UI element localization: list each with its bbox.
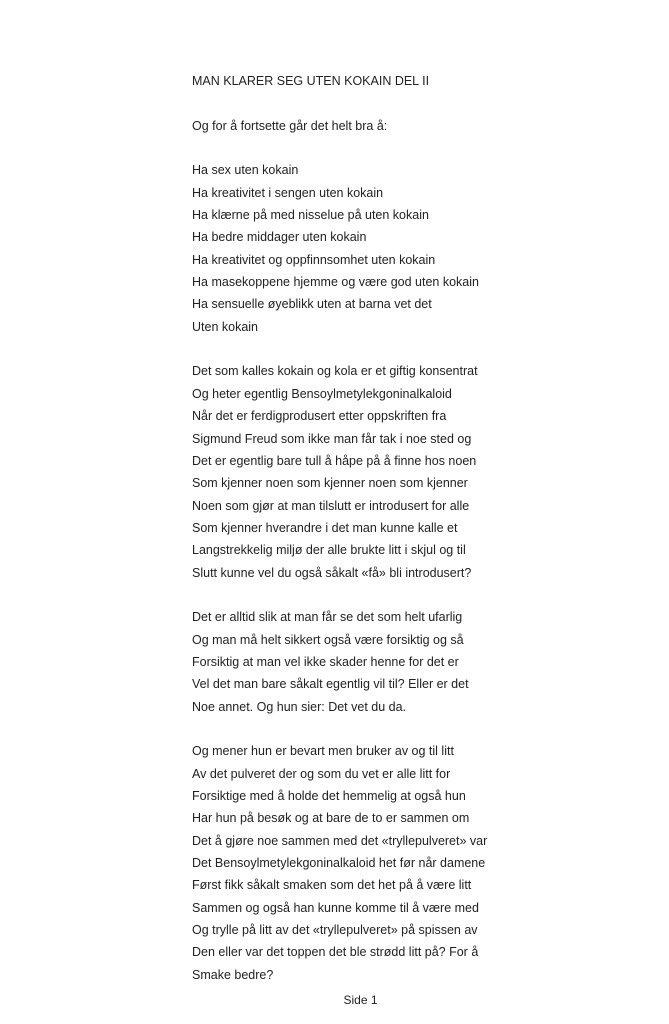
poem-line: Ha bedre middager uten kokain — [192, 230, 367, 245]
poem-line: Og man må helt sikkert også være forsiktig og så — [192, 632, 464, 647]
poem-line: Forsiktige med å holde det hemmelig at også hun — [192, 789, 466, 803]
poem-line: Ha kreativitet i sengen uten kokain — [192, 185, 384, 200]
stanza-1 — [192, 159, 487, 338]
intro-line: Og for å fortsette går det helt bra å: — [192, 118, 388, 133]
text-body — [192, 70, 487, 986]
poem-line: Forsiktig at man vel ikke skader henne for det er — [192, 654, 459, 669]
poem-line: Og mener hun er bevart men bruker av og til litt — [192, 744, 454, 759]
poem-line: Noen som gjør at man tilslutt er introdusert for alle — [192, 498, 470, 513]
poem-line: Ha kreativitet og oppfinnsomhet uten kokain — [192, 252, 436, 267]
poem-line: Vel det man bare såkalt egentlig vil til? Eller er det — [192, 677, 469, 692]
poem-line: Som kjenner hverandre i det man kunne kalle et — [192, 520, 458, 535]
poem-line: Det å gjøre noe sammen med det «tryllepulveret» var — [192, 833, 488, 848]
poem-line: Den eller var det toppen det ble strødd litt på? For å — [192, 945, 479, 960]
poem-line: Uten kokain — [192, 319, 259, 334]
stanza-4 — [192, 740, 487, 986]
stanza-3 — [192, 606, 487, 718]
stanza-2 — [192, 360, 487, 583]
poem-line: Det som kalles kokain og kola er et giftig konsentrat — [192, 364, 478, 379]
poem-line: Av det pulveret der og som du vet er alle litt for — [192, 766, 451, 781]
poem-line: Det Bensoylmetylekgoninalkaloid het før når damene — [192, 856, 486, 871]
poem-line: Har hun på besøk og at bare de to er sammen om — [192, 811, 470, 826]
page-number: Side 1 — [343, 993, 378, 1007]
poem-line: Ha klærne på med nisselue på uten kokain — [192, 208, 429, 223]
poem-line: Ha sensuelle øyeblikk uten at barna vet det — [192, 297, 432, 312]
poem-line: Noe annet. Og hun sier: Det vet du da. — [192, 699, 407, 714]
poem-line: Når det er ferdigprodusert etter oppskriften fra — [192, 409, 447, 424]
poem-line: Sammen og også han kunne komme til å være med — [192, 900, 479, 915]
poem-line: Slutt kunne vel du også såkalt «få» bli introdusert? — [192, 565, 472, 580]
poem-line: Først fikk såkalt smaken som det het på å være litt — [192, 878, 472, 893]
poem-line: Ha sex uten kokain — [192, 163, 299, 178]
poem-line: Det er egentlig bare tull å håpe på å finne hos noen — [192, 453, 477, 468]
poem-line: Smake bedre? — [192, 967, 274, 982]
poem-line: Og trylle på litt av det «tryllepulveret» på spissen av — [192, 923, 478, 938]
poem-line: Og heter egentlig Bensoylmetylekgoninalkaloid — [192, 386, 452, 401]
page-title: MAN KLARER SEG UTEN KOKAIN DEL II — [192, 74, 430, 88]
poem-line: Som kjenner noen som kjenner noen som kjenner — [192, 476, 468, 491]
poem-line: Langstrekkelig miljø der alle brukte litt i skjul og til — [192, 543, 466, 558]
poem-line: Sigmund Freud som ikke man får tak i noe sted og — [192, 431, 472, 446]
poem-line: Det er alltid slik at man får se det som helt ufarlig — [192, 610, 463, 625]
poem-line: Ha masekoppene hjemme og være god uten kokain — [192, 275, 479, 290]
